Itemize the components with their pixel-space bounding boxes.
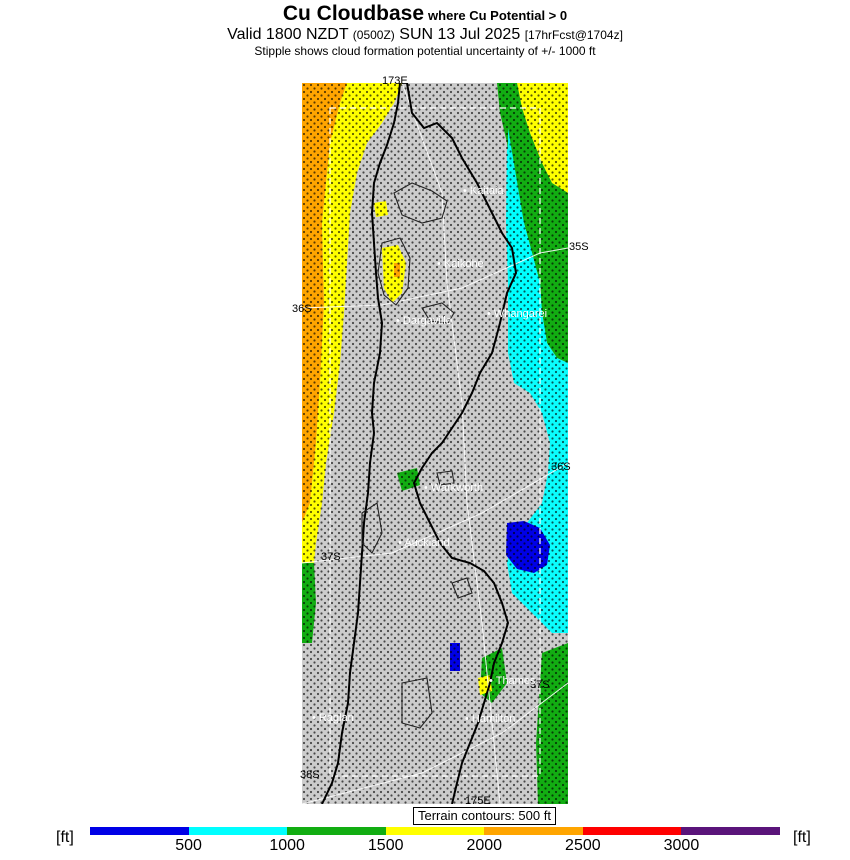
colorbar-tick-label: 1000 [269, 837, 305, 854]
colorbar-tick-label: 1500 [367, 837, 404, 854]
town-dargaville: • Dargaville [396, 315, 452, 327]
forecast-map [302, 83, 568, 804]
town-thames: • Thames [489, 675, 536, 687]
valid-time-line [0, 27, 850, 43]
lat-label-left-36S: 36S [292, 303, 312, 315]
colorbar-segment [287, 827, 386, 835]
town-raglan: • Raglan [312, 712, 354, 724]
terrain-contour-label: Terrain contours: 500 ft [413, 807, 556, 825]
colorbar [90, 827, 780, 835]
stipple-note: Stipple shows cloud formation potential uncertainty of +/- 1000 ft [254, 44, 596, 58]
colorbar-segment [681, 827, 780, 835]
lat-label-right-35S: 35S [569, 241, 589, 253]
valid-date: SUN 13 Jul 2025 [399, 26, 521, 43]
colorbar-tick-label: 2500 [565, 837, 601, 854]
title-main: Cu Cloudbase [282, 2, 425, 25]
colorbar-unit-right: [ft] [793, 829, 811, 846]
town-kaitaia: • Kaitaia [463, 185, 504, 197]
colorbar-segment [90, 827, 189, 835]
stipple-overlay [302, 83, 568, 804]
chart-title [0, 3, 850, 24]
town-kaikohe: • Kaikohe [437, 258, 484, 270]
town-whangarei: • Whangarei [487, 308, 548, 320]
colorbar-segment [484, 827, 583, 835]
colorbar-unit-left: [ft] [56, 829, 74, 846]
lat-label-left-37S: 37S [321, 551, 341, 563]
lat-label-left-38S: 38S [300, 769, 320, 781]
town-auckland: • Auckland [398, 537, 450, 549]
colorbar-tick-label: 500 [175, 837, 202, 854]
lat-label-right-36S: 36S [551, 461, 571, 473]
colorbar-tick-label: 2000 [466, 837, 503, 854]
valid-prefix: Valid 1800 NZDT [227, 26, 349, 43]
colorbar-segment [386, 827, 485, 835]
forecast-tag: [17hrFcst@1704z] [524, 28, 623, 42]
colorbar-tick-label: 3000 [663, 837, 700, 854]
town-warkworth: • Warkworth [424, 482, 484, 494]
title-qualifier: where Cu Potential > 0 [428, 8, 568, 23]
lon-label-top: 173E [382, 75, 408, 87]
lat-label-right-37S: 37S [530, 679, 550, 691]
colorbar-segment [189, 827, 288, 835]
valid-utc: (0500Z) [352, 28, 395, 42]
colorbar-segment [583, 827, 682, 835]
lon-label-bottom: 175E [465, 795, 491, 807]
town-hamilton: • Hamilton [465, 713, 516, 725]
